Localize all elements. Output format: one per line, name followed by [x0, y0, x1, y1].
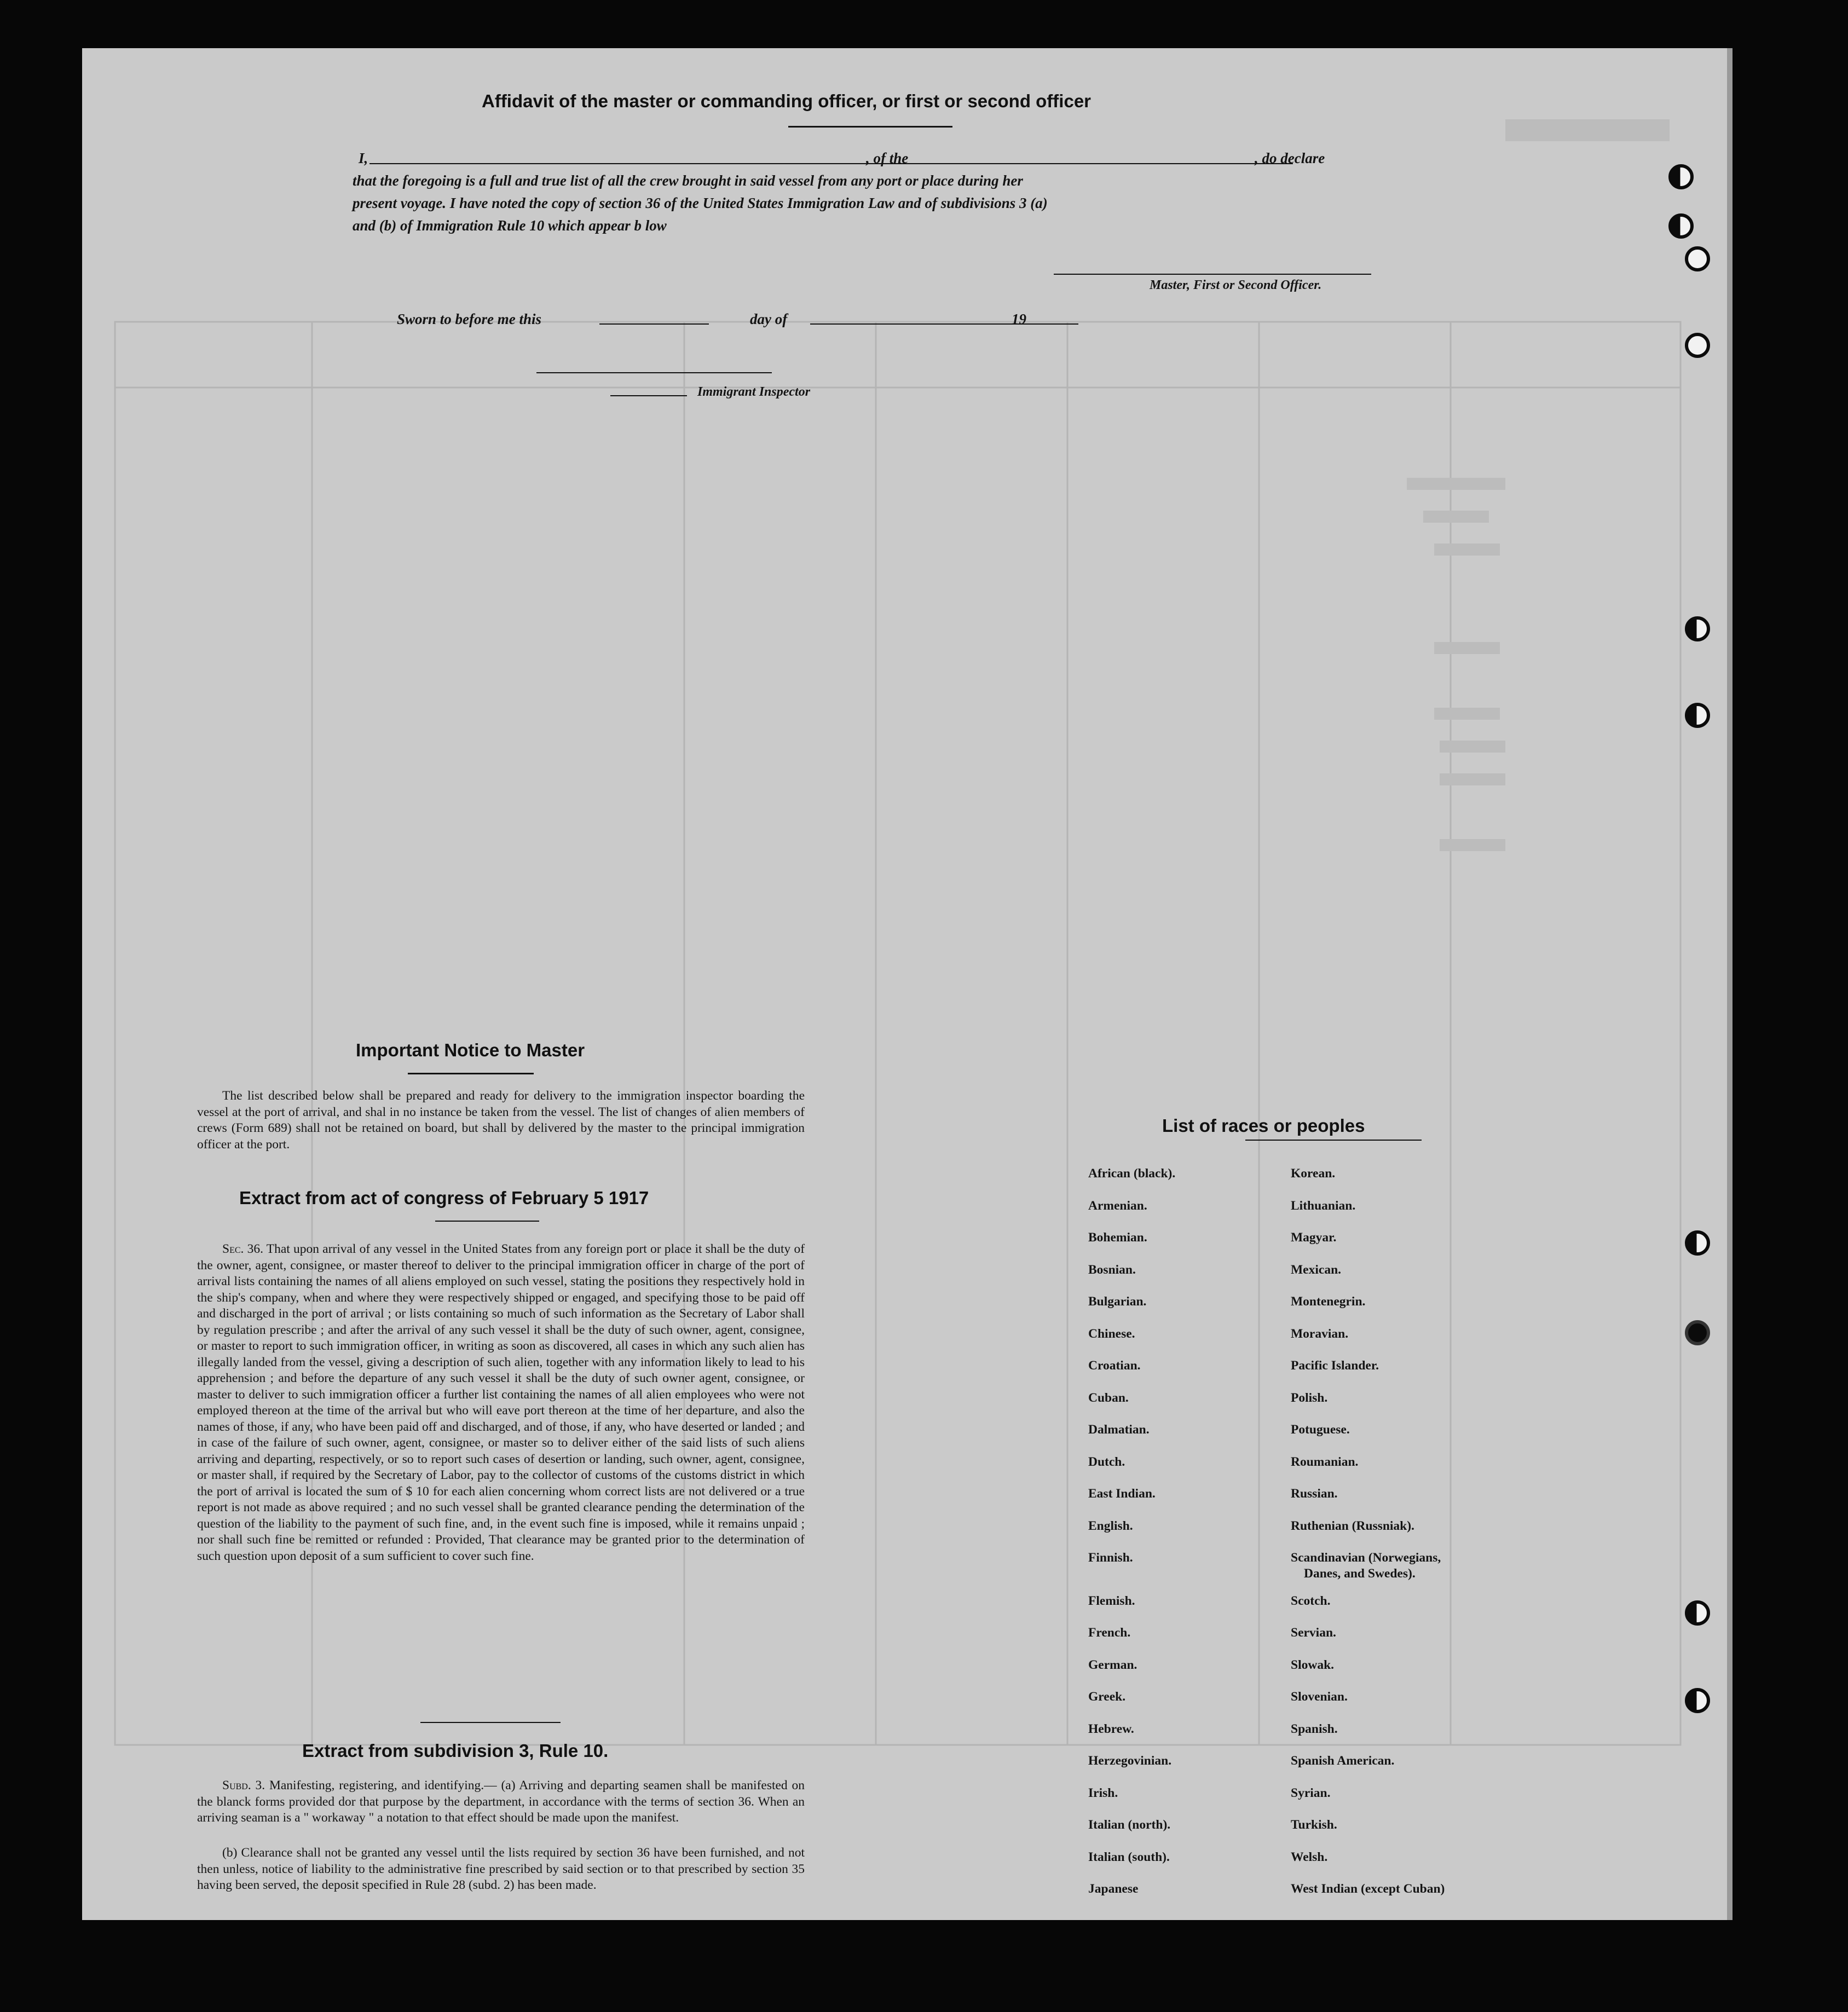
race-item: Bohemian. — [1088, 1230, 1147, 1245]
punch-hole — [1685, 333, 1710, 358]
race-item: Chinese. — [1088, 1326, 1135, 1341]
punch-hole — [1685, 1600, 1710, 1626]
race-item: Croatian. — [1088, 1358, 1141, 1373]
extract-rule-title: Extract from subdivision 3, Rule 10. — [302, 1741, 609, 1761]
blank-line-vessel — [937, 163, 1293, 164]
race-item: Russian. — [1291, 1487, 1338, 1501]
race-item: Spanish. — [1291, 1721, 1338, 1736]
race-item: Irish. — [1088, 1785, 1118, 1800]
race-item: Pacific Islander. — [1291, 1358, 1379, 1373]
race-item: Welsh. — [1291, 1849, 1328, 1864]
sworn-day-of: day of — [750, 311, 788, 327]
blank-line-sworn-month — [810, 323, 1078, 325]
race-item: Servian. — [1291, 1626, 1336, 1640]
race-item: East Indian. — [1088, 1487, 1156, 1501]
subd-text-a: Manifesting, registering, and identifying.— (a) Arriving and departing seamen shall be manifested on the blanck forms provided dor that purpose by the department, in accordance with the terms of section 36. When an arriving seaman is a " workaway " a notation to that effect should be made upon the manifest. — [197, 1778, 805, 1825]
affidavit-line1-do-declare: , do declare — [1255, 150, 1325, 166]
inspector-label: Immigrant Inspector — [697, 385, 811, 399]
extract-divider — [420, 1722, 561, 1723]
race-item: English. — [1088, 1518, 1133, 1533]
affidavit-line1-i: I, — [359, 150, 368, 166]
race-item: Bosnian. — [1088, 1262, 1136, 1277]
blank-line-sworn-day — [599, 323, 709, 325]
race-item: Armenian. — [1088, 1198, 1147, 1213]
race-item: Turkish. — [1291, 1818, 1337, 1832]
race-item: Ruthenian (Russniak). — [1291, 1518, 1414, 1533]
race-item: Lithuanian. — [1291, 1198, 1356, 1213]
inspector-signature-line-short — [610, 395, 687, 396]
race-item: Slowak. — [1291, 1657, 1335, 1672]
punch-hole — [1685, 616, 1710, 641]
punch-hole — [1668, 164, 1694, 189]
race-item: Roumanian. — [1291, 1454, 1359, 1469]
races-title-underline — [1245, 1140, 1422, 1141]
race-item: Magyar. — [1291, 1230, 1337, 1245]
affidavit-line3: present voyage. I have noted the copy of section 36 of the United States Immigration Law and of subdivisions 3 (a) — [353, 195, 1048, 211]
race-item: Scandinavian (Norwegians, — [1291, 1551, 1441, 1565]
affidavit-line4: and (b) of Immigration Rule 10 which appear b low — [353, 217, 667, 234]
affidavit-line1-of-the: , of the — [866, 150, 909, 166]
race-item: Finnish. — [1088, 1551, 1133, 1565]
race-item: Dutch. — [1088, 1454, 1125, 1469]
race-item: Greek. — [1088, 1690, 1126, 1704]
race-item: Hebrew. — [1088, 1721, 1134, 1736]
master-signature-label: Master, First or Second Officer. — [1150, 278, 1322, 292]
race-item: Polish. — [1291, 1390, 1328, 1405]
punch-hole — [1668, 213, 1694, 239]
punch-hole — [1685, 703, 1710, 728]
race-item: Cuban. — [1088, 1390, 1129, 1405]
subd-label: Subd. 3. — [222, 1778, 265, 1793]
extract-act-text — [197, 1241, 805, 1564]
punch-hole — [1685, 1230, 1710, 1256]
race-item: Montenegrin. — [1291, 1294, 1366, 1309]
notice-text: The list described below shall be prepared and ready for delivery to the immigration inspector boarding the vessel at the port of arrival, and shal in no instance be taken from the vessel. The list of changes of alien members of crews (Form 689) shall not be retained on board, but shall by delivered by the master to the principal immigration officer at the port. — [197, 1089, 805, 1152]
punch-hole — [1685, 1688, 1710, 1713]
races-title: List of races or peoples — [1162, 1115, 1365, 1136]
punch-hole — [1685, 246, 1710, 271]
race-item: French. — [1088, 1626, 1131, 1640]
race-item: Syrian. — [1291, 1785, 1331, 1800]
punch-hole — [1685, 1320, 1710, 1345]
master-signature-line — [1054, 274, 1371, 275]
race-item: Slovenian. — [1291, 1690, 1348, 1704]
race-item: West Indian (except Cuban) — [1291, 1882, 1445, 1897]
affidavit-title: Affidavit of the master or commanding officer, or first or second officer — [482, 91, 1092, 111]
race-item: Mexican. — [1291, 1262, 1342, 1277]
extract-rule-para-b: (b) Clearance shall not be granted any vessel until the lists required by section 36 have been furnished, and not then unless, notice of liability to the administrative fine prescribed by said section or to that prescribed by section 35 having been served, the deposit specified in Rule 28 (subd. 2) has been made. — [197, 1846, 805, 1892]
race-item: Spanish American. — [1291, 1754, 1395, 1768]
race-item: Flemish. — [1088, 1593, 1135, 1608]
race-item: German. — [1088, 1657, 1137, 1672]
race-item: Moravian. — [1291, 1326, 1349, 1341]
race-item: Scotch. — [1291, 1593, 1331, 1608]
notice-title-rule — [408, 1073, 534, 1074]
bleed-through-background — [82, 48, 1727, 1920]
race-item: Italian (south). — [1088, 1849, 1170, 1864]
manifest-sheet — [82, 48, 1733, 1920]
sec-36-text: That upon arrival of any vessel in the United States from any foreign port or place it shall be the duty of the owner, agent, consignee, or master thereof to deliver to the principal immigration officer in charge of the port of arrival lists containing the names of all aliens employed on such vessel, stating the positions they respectively hold in the ship's company, when and where they were respectively shipped or engaged, and specifying those to be paid off and discharged in the port of arrival ; or lists containing so much of such information as the Secretary of Labor shall by regulation prescribe ; and after the arrival of any such vessel it shall be the duty of such owner, agent, consignee, or master to report to such immigration officer, in writing as soon as discovered, all cases in which any such alien has illegally landed from the vessel, giving a description of such alien, together with any information likely to lead to his apprehension ; and before the departure of any such vessel it shall be the duty of such owner agent, consignee, or master to deliver to such immigration officer a further list containing the names of all alien employees who were not employed thereon at the time of the arrival but who will eave port thereon at the time of her departure, and also the names of those, if any, who have been paid off and discharged, and of those, if any, who have deserted or landed ; and in case of the failure of such owner, agent, consignee, or master so to deliver either of the said lists of such aliens arriving and departing, respectively, or so to report such cases of desertion or landing, such owner, agent, consignee, or master shall, if required by the Secretary of Labor, pay to the collector of customs of the customs district in which the port of arrival is located the sum of $ 10 for each alien concerning whom correct lists are not delivered or a true report is not made as above required ; and no such vessel shall be granted clearance pending the determination of the question of the liability to the payment of such fine, and, in the event such fine is imposed, while it remains unpaid ; nor shall such fine be remitted or refunded : Provided, That clearance may be granted prior to the determination of such question upon deposit of a sum sufficient to cover such fine. — [197, 1242, 805, 1563]
race-item: Herzegovinian. — [1088, 1754, 1172, 1768]
race-item: Bulgarian. — [1088, 1294, 1147, 1309]
notice-title: Important Notice to Master — [356, 1040, 585, 1060]
affidavit-line2: that the foregoing is a full and true list of all the crew brought in said vessel from any port or place during her — [353, 172, 1023, 189]
affidavit-title-rule — [788, 126, 952, 128]
race-item: Potuguese. — [1291, 1423, 1350, 1437]
extract-act-rule — [435, 1221, 539, 1222]
inspector-signature-line — [536, 372, 772, 373]
race-item: Italian (north). — [1088, 1818, 1171, 1832]
race-item: Korean. — [1291, 1166, 1336, 1181]
race-item: Danes, and Swedes). — [1304, 1566, 1416, 1581]
extract-rule-para-a — [197, 1778, 805, 1826]
sworn-text: Sworn to before me this — [397, 311, 542, 327]
race-item: Japanese — [1088, 1882, 1139, 1897]
sec-label: Sec. 36. — [222, 1242, 263, 1256]
sworn-year-prefix: 19 — [1012, 311, 1026, 327]
extract-act-title: Extract from act of congress of February 5 1917 — [239, 1188, 649, 1208]
race-item: Dalmatian. — [1088, 1423, 1150, 1437]
race-item: African (black). — [1088, 1166, 1176, 1181]
